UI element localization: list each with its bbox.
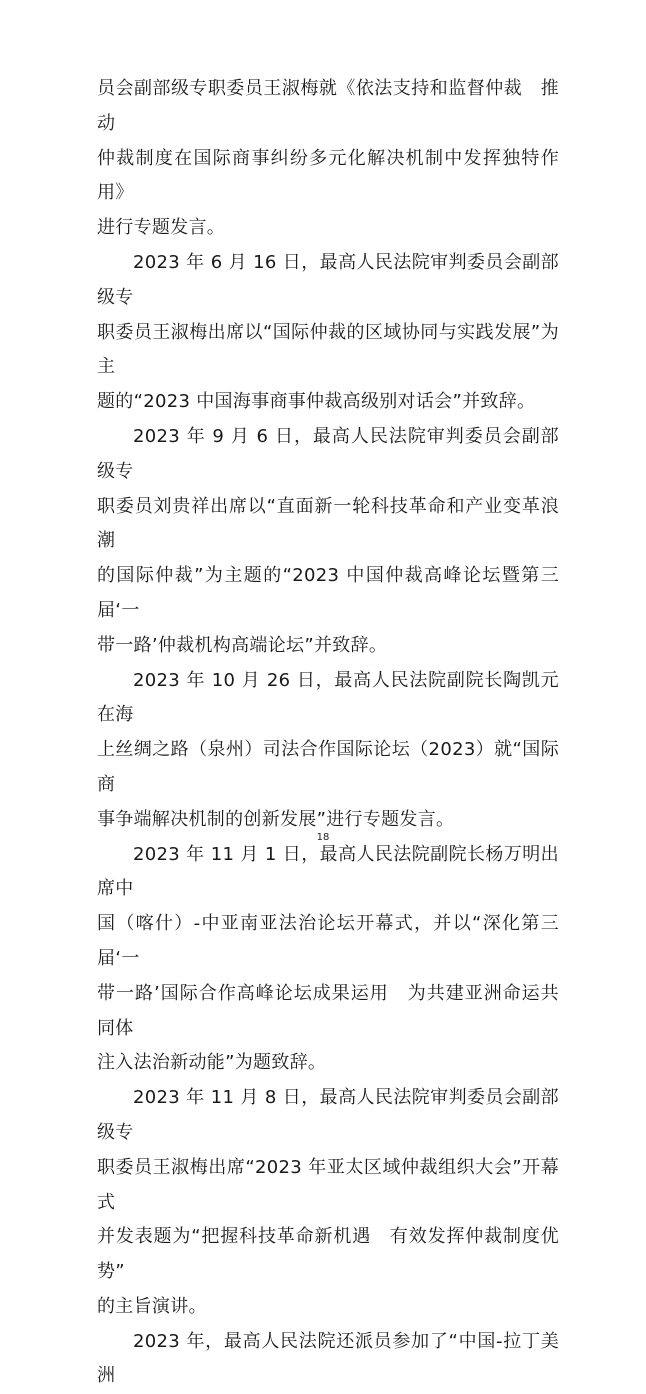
paragraph-1: 员会副部级专职委员王淑梅就《依法支持和监督仲裁 推动 仲裁制度在国际商事纠纷多元化解决机制中发挥独特作用》 进行专题发言。 — [97, 78, 559, 239]
paragraph-6: 2023 年 11 月 8 日，最高人民法院审判委员会副部级专 职委员王淑梅出席“2023 年亚太区域仲裁组织大会”开幕式 并发表题为“把握科技革命新机遇 有效发挥仲裁制度优势” 的主旨演讲。 — [97, 1087, 559, 1317]
paragraph-5: 2023 年 11 月 1 日，最高人民法院副院长杨万明出席中 国（喀什）-中亚南亚法治论坛开幕式，并以“深化第三届‘一 带一路’国际合作高峰论坛成果运用 为共建亚洲命运共同体 注入法治新动能”为题致辞。 — [97, 843, 559, 1074]
body-text — [97, 72, 559, 1394]
paragraph-4: 2023 年 10 月 26 日，最高人民法院副院长陶凯元在海 上丝绸之路（泉州）司法合作国际论坛（2023）就“国际商 事争端解决机制的创新发展”进行专题发言。 — [97, 669, 559, 830]
paragraph-2: 2023 年 6 月 16 日，最高人民法院审判委员会副部级专 职委员王淑梅出席以“国际仲裁的区域协同与实践发展”为主 题的“2023 中国海事商事仲裁高级别对话会”并致辞。 — [97, 251, 559, 413]
page-number: 18 — [316, 832, 330, 843]
paragraph-3: 2023 年 9 月 6 日，最高人民法院审判委员会副部级专 职委员刘贵祥出席以“直面新一轮科技革命和产业变革浪潮 的国际仲裁”为主题的“2023 中国仲裁高峰论坛暨第三届‘一 带一路’仲裁机构高端论坛”并致辞。 — [97, 425, 559, 656]
paragraph-7: 2023 年，最高人民法院还派员参加了“中国-拉丁美洲 — [97, 1330, 559, 1387]
